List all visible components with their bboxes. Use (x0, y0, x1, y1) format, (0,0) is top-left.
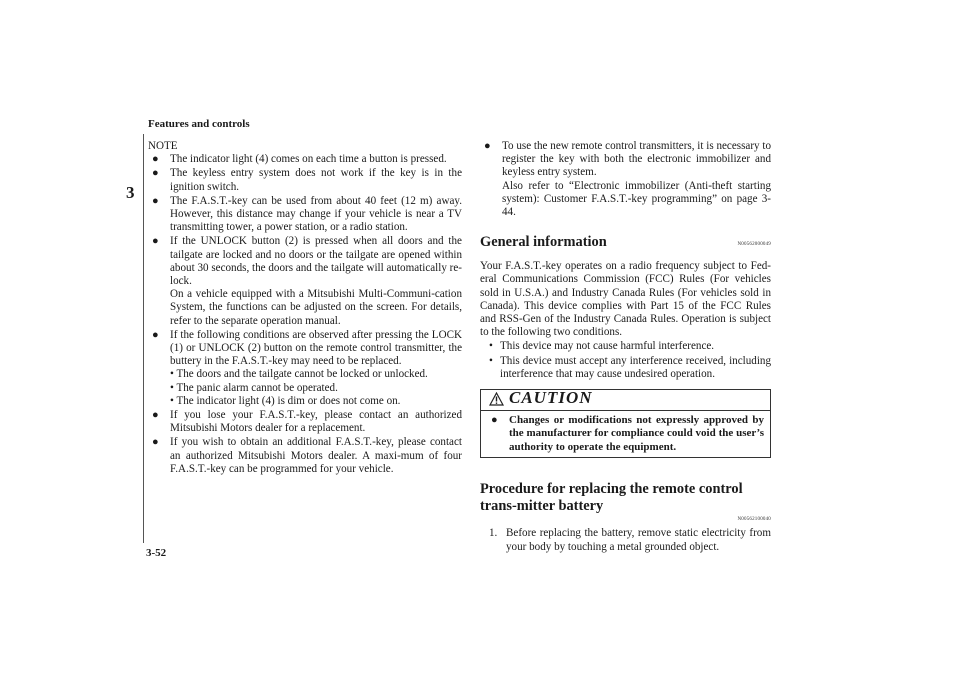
list-item (480, 340, 771, 353)
section-title: General information (480, 234, 607, 251)
note-item-text: • The panic alarm cannot be operated. (170, 381, 338, 394)
chapter-tab: 3 (126, 183, 135, 202)
note-list (148, 153, 462, 476)
bullet-icon: • (489, 340, 493, 353)
note-item-text: The indicator light (4) comes on each time a button is pressed. (170, 153, 447, 166)
note-item-text: • The doors and the tailgate cannot be locked or unlocked. (170, 368, 428, 381)
list-item (480, 140, 771, 219)
note-item (148, 409, 462, 435)
caution-header (481, 390, 770, 411)
caution-text-block (481, 411, 770, 454)
bullet-icon: • (489, 354, 493, 367)
note-item (148, 153, 462, 166)
note-item-text: On a vehicle equipped with a Mitsubishi Multi-Communi-cation System, the functions can be adjusted on the screen. For details, refer to the separate operation manual. (170, 288, 462, 327)
note-item-text: If you wish to obtain an additional F.A.S.T.-key, please contact an authorized Mitsubishi Motors dealer. A maxi-mum of four F.A.S.T.-key can be programmed for your vehicle. (170, 436, 462, 475)
note-item (148, 195, 462, 235)
step-number: 1. (489, 527, 498, 540)
list-item (480, 355, 771, 381)
section-code: N00562100040 (737, 517, 771, 523)
note-item-text: If you lose your F.A.S.T.-key, please contact an authorized Mitsubishi Motors dealer for a replacement. (170, 409, 462, 435)
section-title: Procedure for replacing the remote control trans-mitter battery (480, 481, 743, 515)
note-item-text: If the UNLOCK button (2) is pressed when all doors and the tailgate are locked and no doors or the tailgate are opened within about 30 seconds, the doors and the tailgate will automatically re-lock. (170, 235, 462, 288)
note-item-text: If the following conditions are observed after pressing the LOCK (1) or UNLOCK (2) button on the remote control transmitter, the buttery in the F.A.S.T.-key may need to be replaced. (170, 328, 462, 368)
bullet-icon: ● (152, 409, 159, 422)
step-text: Before replacing the battery, remove static electricity from your body by touching a metal grounded object. (506, 527, 771, 553)
section-header: Features and controls (148, 118, 250, 130)
note-item-text: The F.A.S.T.-key can be used from about 40 feet (12 m) away. However, this distance may change if your vehicle is near a TV transmitting tower, a power station, or a radio station. (170, 194, 462, 234)
note-item-text: The keyless entry system does not work if the key is in the ignition switch. (170, 167, 462, 193)
bullet-icon: ● (152, 153, 159, 166)
bullet-icon: ● (152, 235, 159, 248)
section-code: N00562000049 (737, 242, 771, 248)
note-item (148, 329, 462, 408)
note-item (148, 436, 462, 476)
step-item (480, 527, 771, 553)
bullet-icon: ● (491, 414, 498, 427)
bullet-icon: ● (152, 328, 159, 341)
bullet-icon: ● (152, 436, 159, 449)
paragraph: Your F.A.S.T.-key operates on a radio frequency subject to Fed-eral Communications Commission (FCC) Rules (For vehicles sold in U.S.A.) and Industry Canada Rules (For vehicles sold in Canada). This device complies with Part 15 of the FCC Rules and RSS-Gen of the Industry Canada Rules. Operation is subject to the following two conditions. (480, 260, 771, 339)
chapter-divider (143, 134, 144, 543)
note-label: NOTE (148, 140, 178, 152)
bullet-icon: ● (152, 194, 159, 207)
caution-box (480, 389, 771, 458)
note-item-text: • The indicator light (4) is dim or does not come on. (170, 394, 401, 407)
bullet-icon: ● (484, 140, 491, 152)
caution-text: Changes or modifications not expressly approved by the manufacturer for compliance could void the user’s authority to operate the equipment. (509, 414, 764, 453)
list-item-text: This device must accept any interference received, including interference that may cause undesired operation. (500, 354, 771, 380)
left-column (148, 140, 462, 477)
page-number: 3-52 (146, 547, 167, 559)
list-item-text: Also refer to “Electronic immobilizer (Anti-theft starting system): Customer F.A.S.T.-key programming” on page 3-44. (502, 179, 771, 219)
list-item-text: To use the new remote control transmitters, it is necessary to register the key with both the electronic immobilizer and keyless entry system. (502, 140, 771, 179)
right-column (480, 140, 771, 554)
note-item (148, 235, 462, 327)
list-item-text: This device may not cause harmful interference. (500, 340, 715, 353)
warning-triangle-icon (489, 392, 504, 410)
caution-title: CAUTION (509, 388, 593, 408)
note-item (148, 167, 462, 193)
bullet-icon: ● (152, 167, 159, 180)
